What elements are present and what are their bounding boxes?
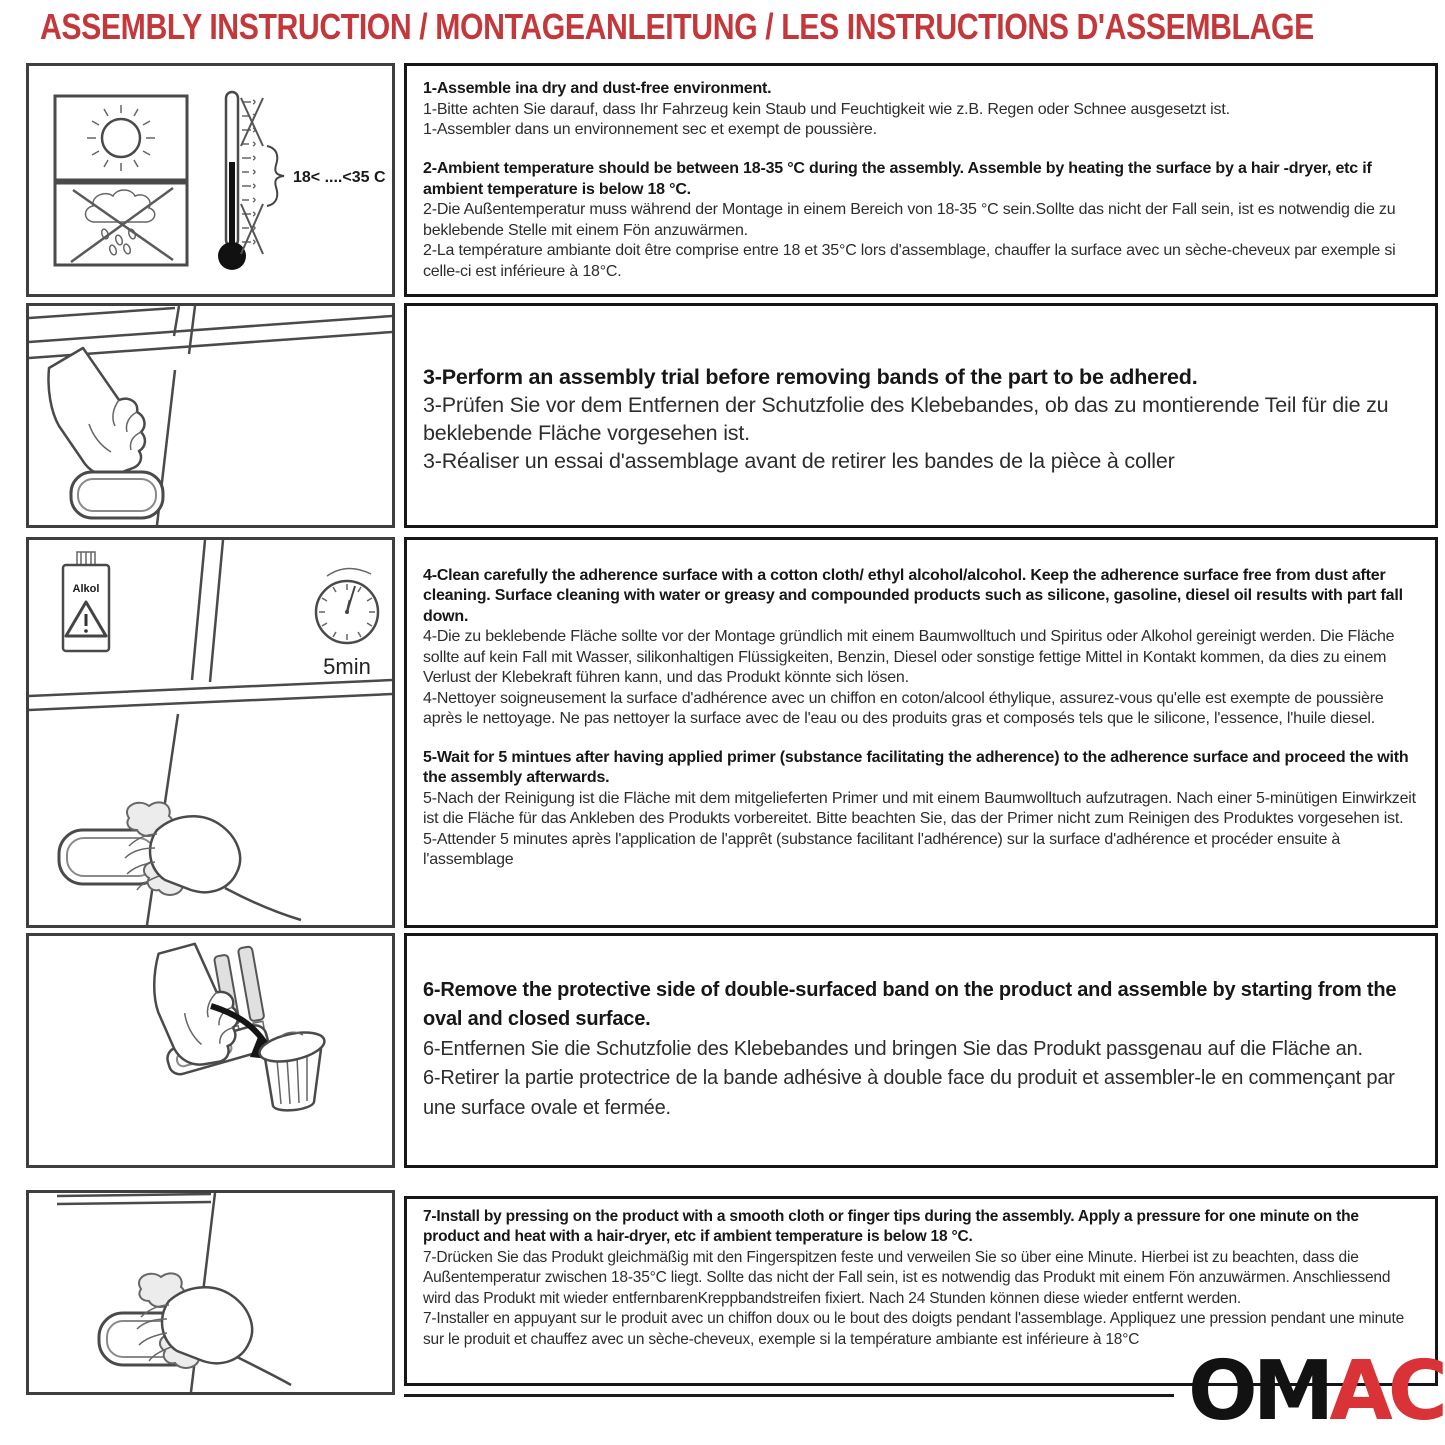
omac-logo	[1188, 1344, 1443, 1439]
brace-glyph	[267, 146, 284, 206]
footer-divider-line	[404, 1394, 1174, 1397]
illustration-assembly-trial	[26, 303, 395, 528]
cleaning-illustration	[29, 540, 392, 925]
section1-fr: 1-Assembler dans un environnement sec et exempt de poussière.	[423, 121, 877, 139]
logo-text-red: AC	[1329, 1344, 1443, 1439]
illustration-cleaning	[26, 537, 395, 928]
hand-holding-part-illustration	[29, 306, 392, 525]
alcohol-bottle-icon	[63, 552, 109, 651]
section6-de: 6-Entfernen Sie die Schutzfolie des Klebebandes und bringen Sie das Produkt passgenau auf die Fläche an.	[423, 1037, 1363, 1060]
textbox-section-1-2	[404, 63, 1438, 297]
page-title: ASSEMBLY INSTRUCTION / MONTAGEANLEITUNG / LES INSTRUCTIONS D'ASSEMBLAGE	[40, 6, 1314, 47]
section6-fr: 6-Retirer la partie protectrice de la bande adhésive à double face du produit et assembler-le en commençant par une surface ovale et fermée.	[423, 1067, 1395, 1119]
press-cloth-illustration	[29, 1193, 392, 1392]
warning-triangle-icon	[66, 602, 106, 636]
spacer	[423, 730, 1419, 748]
thermometer-icon	[218, 92, 386, 270]
section3-de: 3-Prüfen Sie vor dem Entfernen der Schutzfolie des Klebebandes, ob das zu montierende Teil für die zu beklebende Fläche vorgesehen ist.	[423, 392, 1389, 445]
spacer	[423, 141, 1419, 159]
hand-icon	[48, 348, 144, 476]
illustration-press-install	[26, 1190, 395, 1395]
logo-text-black: OM	[1188, 1344, 1330, 1439]
section2-en: 2-Ambient temperature should be between 18-35 °C during the assembly. Assemble by heating the surface by a hair -dryer, etc if ambient temperature is below 18 °C.	[423, 159, 1372, 198]
clock-label: 5min	[323, 654, 371, 679]
textbox-section-4-5	[404, 537, 1438, 928]
section5-de: 5-Nach der Reinigung ist die Fläche mit dem mitgelieferten Primer und mit einem Baumwolltuch aufzutragen. Nach einer 5-minütigen Einwirkzeit ist die Fläche für das Ankleben des Produkts vorbereitet. Bitte beachten Sie, das der Primer nicht zum Reinigen des Produktes vorgesehen ist.	[423, 789, 1416, 828]
section4-de: 4-Die zu beklebende Fläche sollte vor der Montage gründlich mit einem Baumwolltuch und Spiritus oder Alkohol gereinigt werden. Die Fläche sollte auf kein Fall mit Wasser, silikonhaltigen Flüssigkeiten, Benzin, Diesel oder sonstige fettige Mittel in Kontakt kommen, da dies zu einem Verlust der Klebekraft führen kann, und das Produkt könnte sich lösen.	[423, 628, 1395, 687]
section4-en: 4-Clean carefully the adherence surface with a cotton cloth/ ethyl alcohol/alcohol. Keep the adherence surface free from dust after cleaning. Surface cleaning with water or greasy and compounded products such as silicone, gasoline, diesel oil results with part fall down.	[423, 567, 1403, 625]
textbox-section-6	[404, 933, 1438, 1168]
temperature-range-label: 18< ....<35 C	[293, 169, 386, 186]
section5-fr: 5-Attender 5 minutes après l'application de l'apprêt (substance facilitant l'adhérence) sur la surface d'adhérence et procéder ensuite à l'assemblage	[423, 830, 1341, 869]
section3-en: 3-Perform an assembly trial before removing bands of the part to be adhered.	[423, 365, 1198, 389]
section7-de: 7-Drücken Sie das Produkt gleichmäßig mit den Fingerspitzen feste und verweilen Sie so über eine Minute. Hierbei ist zu beachten, dass die Außentemperatur zwischen 18-35°C liegt. Sollte das nicht der Fall sein, ist es notwendig das Produkt mit einem Fön anzuwärmen. Anschliessend wird das Produkt mit wieder entfernbarenKreppbandstreifen fixiert. Nach 24 Stunden können diese wieder entfernt werden.	[423, 1248, 1391, 1307]
section7-fr: 7-Installer en appuyant sur le produit avec un chiffon doux ou le bout des doigts pendant l'assemblage. Appliquez une pression pendant une minute sur le produit et chauffez avec un sèche-cheveux, exemple si la température ambiante est inférieure à 18°C	[423, 1310, 1405, 1348]
illustration-environment	[26, 63, 395, 297]
peel-band-trash-illustration	[29, 936, 392, 1165]
section4-fr: 4-Nettoyer soigneusement la surface d'adhérence avec un chiffon en coton/alcool éthylique, assurez-vous qu'elle est exempte de poussière après le nettoyage. Ne pas nettoyer la surface avec de l'eau ou des produits gras et composés tels que le silicone, l'essence, l'huile diesel.	[423, 689, 1384, 728]
section6-en: 6-Remove the protective side of double-surfaced band on the product and assemble by starting from the oval and closed surface.	[423, 979, 1397, 1031]
section3-fr: 3-Réaliser un essai d'assemblage avant de retirer les bandes de la pièce à coller	[423, 448, 1175, 473]
section1-en: 1-Assemble ina dry and dust-free environment.	[423, 80, 772, 97]
section2-fr: 2-La température ambiante doit être comprise entre 18 et 35°C lors d'assemblage, chauffer la surface avec un sèche-cheveux par exemple si celle-ci est inférieure à 18°C.	[423, 242, 1396, 280]
illustration-remove-band	[26, 933, 395, 1168]
oval-part-icon	[71, 472, 163, 518]
section7-en: 7-Install by pressing on the product with a smooth cloth or finger tips during the assembly. Apply a pressure for one minute on the product and heat with a hair-dryer, etc if ambient temperature is below 18 °C.	[423, 1208, 1359, 1246]
section2-de: 2-Die Außentemperatur muss während der Montage in einem Bereich von 18-35 °C sein.Sollte das nicht der Fall sein, ist es notwendig die zu beklebende Stelle mit einem Fön anzuwärmen.	[423, 201, 1396, 239]
section1-de: 1-Bitte achten Sie darauf, dass Ihr Fahrzeug kein Staub und Feuchtigkeit wie z.B. Regen oder Schnee ausgesetzt ist.	[423, 100, 1230, 118]
clock-icon	[316, 568, 378, 679]
environment-temperature-illustration	[29, 66, 392, 294]
textbox-section-3	[404, 303, 1438, 528]
section5-en: 5-Wait for 5 mintues after having applied primer (substance facilitating the adherence) to the adherence surface and proceed the with the assembly afterwards.	[423, 748, 1409, 787]
bottle-label: Alkol	[72, 583, 100, 595]
